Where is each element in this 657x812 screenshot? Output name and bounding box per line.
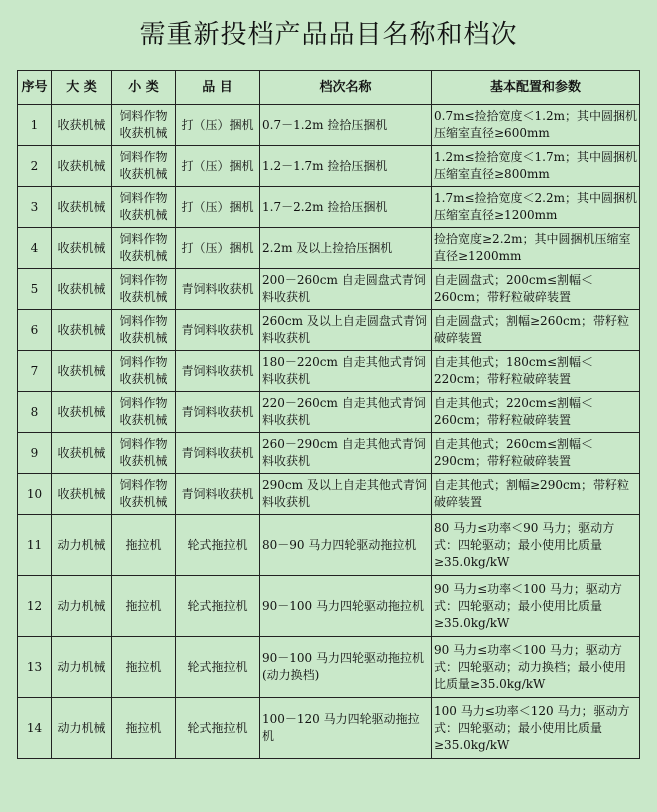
cell-item: 青饲料收获机 [176,474,260,515]
cell-no: 5 [18,269,52,310]
cell-subcategory: 饲料作物收获机械 [112,105,176,146]
cell-no: 2 [18,146,52,187]
cell-grade-name: 0.7－1.2m 捡拾压捆机 [260,105,432,146]
cell-category: 收获机械 [52,105,112,146]
cell-subcategory: 饲料作物收获机械 [112,474,176,515]
cell-subcategory: 饲料作物收获机械 [112,310,176,351]
cell-grade-name: 200－260cm 自走圆盘式青饲料收获机 [260,269,432,310]
cell-spec: 自走圆盘式；200cm≤割幅＜260cm；带籽粒破碎装置 [432,269,640,310]
cell-item: 青饲料收获机 [176,269,260,310]
cell-grade-name: 100－120 马力四轮驱动拖拉机 [260,698,432,759]
cell-subcategory: 饲料作物收获机械 [112,228,176,269]
cell-grade-name: 90－100 马力四轮驱动拖拉机(动力换档) [260,637,432,698]
cell-spec: 90 马力≤功率＜100 马力；驱动方式：四轮驱动；动力换档；最小使用比质量≥35.0kg/kW [432,637,640,698]
table-row [18,474,640,515]
cell-grade-name: 80－90 马力四轮驱动拖拉机 [260,515,432,576]
cell-grade-name: 260cm 及以上自走圆盘式青饲料收获机 [260,310,432,351]
cell-item: 打（压）捆机 [176,228,260,269]
table-row [18,146,640,187]
table-row [18,698,640,759]
cell-spec: 自走其他式；180cm≤割幅＜220cm；带籽粒破碎装置 [432,351,640,392]
cell-spec: 自走其他式；260cm≤割幅＜290cm；带籽粒破碎装置 [432,433,640,474]
cell-grade-name: 220－260cm 自走其他式青饲料收获机 [260,392,432,433]
cell-subcategory: 拖拉机 [112,515,176,576]
cell-category: 收获机械 [52,433,112,474]
cell-no: 3 [18,187,52,228]
cell-no: 4 [18,228,52,269]
cell-subcategory: 拖拉机 [112,698,176,759]
cell-no: 10 [18,474,52,515]
cell-spec: 自走其他式；割幅≥290cm；带籽粒破碎装置 [432,474,640,515]
page-title: 需重新投档产品品目名称和档次 [139,20,518,50]
table-row [18,576,640,637]
cell-spec: 80 马力≤功率＜90 马力；驱动方式：四轮驱动；最小使用比质量≥35.0kg/kW [432,515,640,576]
cell-grade-name: 260－290cm 自走其他式青饲料收获机 [260,433,432,474]
cell-no: 1 [18,105,52,146]
header-subcategory: 小 类 [112,71,176,105]
table-header-row [18,71,640,105]
cell-item: 青饲料收获机 [176,310,260,351]
cell-item: 轮式拖拉机 [176,515,260,576]
cell-category: 收获机械 [52,351,112,392]
cell-no: 14 [18,698,52,759]
header-item: 品 目 [176,71,260,105]
table-row [18,269,640,310]
cell-grade-name: 1.7－2.2m 捡拾压捆机 [260,187,432,228]
cell-no: 11 [18,515,52,576]
cell-category: 动力机械 [52,515,112,576]
cell-subcategory: 饲料作物收获机械 [112,392,176,433]
cell-spec: 1.2m≤捡拾宽度＜1.7m；其中圆捆机压缩室直径≥800mm [432,146,640,187]
cell-no: 13 [18,637,52,698]
cell-no: 12 [18,576,52,637]
cell-category: 收获机械 [52,228,112,269]
cell-spec: 100 马力≤功率＜120 马力；驱动方式：四轮驱动；最小使用比质量≥35.0kg/kW [432,698,640,759]
table-row [18,310,640,351]
cell-grade-name: 180－220cm 自走其他式青饲料收获机 [260,351,432,392]
cell-grade-name: 90－100 马力四轮驱动拖拉机 [260,576,432,637]
table-row [18,515,640,576]
cell-item: 打（压）捆机 [176,146,260,187]
cell-subcategory: 拖拉机 [112,637,176,698]
cell-category: 动力机械 [52,698,112,759]
cell-item: 轮式拖拉机 [176,637,260,698]
cell-category: 收获机械 [52,474,112,515]
cell-item: 青饲料收获机 [176,392,260,433]
table-row [18,433,640,474]
cell-item: 打（压）捆机 [176,187,260,228]
cell-grade-name: 1.2－1.7m 捡拾压捆机 [260,146,432,187]
cell-category: 收获机械 [52,392,112,433]
cell-spec: 捡拾宽度≥2.2m；其中圆捆机压缩室直径≥1200mm [432,228,640,269]
cell-subcategory: 饲料作物收获机械 [112,146,176,187]
cell-spec: 90 马力≤功率＜100 马力；驱动方式：四轮驱动；最小使用比质量≥35.0kg/kW [432,576,640,637]
cell-item: 青饲料收获机 [176,433,260,474]
product-grade-table [17,70,640,759]
table-row [18,392,640,433]
cell-spec: 自走其他式；220cm≤割幅＜260cm；带籽粒破碎装置 [432,392,640,433]
cell-category: 收获机械 [52,146,112,187]
table-row [18,351,640,392]
cell-no: 9 [18,433,52,474]
cell-category: 收获机械 [52,310,112,351]
cell-item: 青饲料收获机 [176,351,260,392]
cell-subcategory: 饲料作物收获机械 [112,187,176,228]
header-category: 大 类 [52,71,112,105]
cell-spec: 自走圆盘式；割幅≥260cm；带籽粒破碎装置 [432,310,640,351]
table-row [18,637,640,698]
header-spec: 基本配置和参数 [432,71,640,105]
cell-grade-name: 2.2m 及以上捡拾压捆机 [260,228,432,269]
cell-item: 轮式拖拉机 [176,698,260,759]
cell-spec: 0.7m≤捡拾宽度＜1.2m；其中圆捆机压缩室直径≥600mm [432,105,640,146]
cell-subcategory: 饲料作物收获机械 [112,351,176,392]
table-row [18,105,640,146]
cell-subcategory: 拖拉机 [112,576,176,637]
cell-category: 动力机械 [52,637,112,698]
cell-category: 动力机械 [52,576,112,637]
cell-subcategory: 饲料作物收获机械 [112,269,176,310]
cell-grade-name: 290cm 及以上自走其他式青饲料收获机 [260,474,432,515]
cell-subcategory: 饲料作物收获机械 [112,433,176,474]
table-row [18,187,640,228]
cell-spec: 1.7m≤捡拾宽度＜2.2m；其中圆捆机压缩室直径≥1200mm [432,187,640,228]
cell-item: 轮式拖拉机 [176,576,260,637]
header-grade-name: 档次名称 [260,71,432,105]
cell-item: 打（压）捆机 [176,105,260,146]
cell-category: 收获机械 [52,269,112,310]
cell-no: 8 [18,392,52,433]
cell-category: 收获机械 [52,187,112,228]
header-no: 序号 [18,71,52,105]
cell-no: 7 [18,351,52,392]
cell-no: 6 [18,310,52,351]
table-row [18,228,640,269]
